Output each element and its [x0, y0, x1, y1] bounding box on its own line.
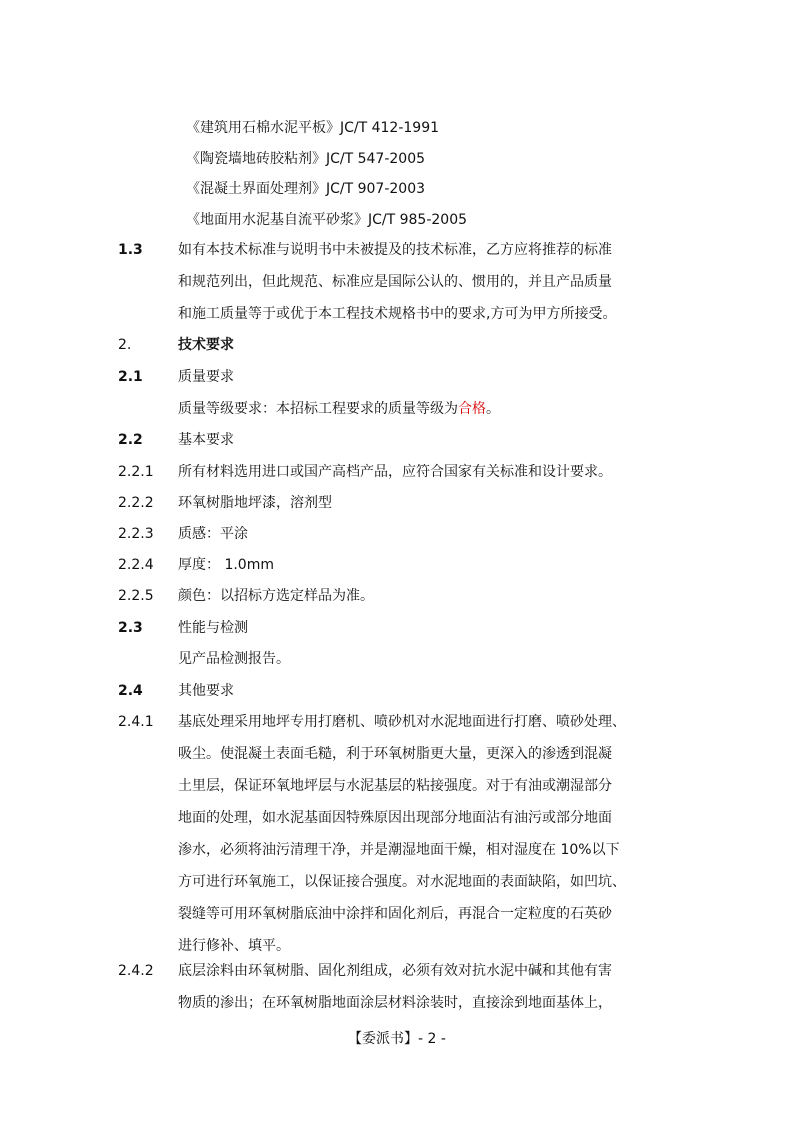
item-number: 2.2.5 — [118, 588, 154, 604]
item-number: 2.2.4 — [118, 557, 154, 573]
paragraph-line: 进行修补、填平。 — [178, 938, 290, 954]
section-number: 1.3 — [118, 242, 143, 258]
quality-requirement-text — [178, 398, 500, 420]
item-number: 2.2.1 — [118, 464, 154, 480]
paragraph-line: 和施工质量等于或优于本工程技术规格书中的要求,方可为甲方所接受。 — [178, 306, 617, 322]
paragraph-line: 物质的渗出；在环氧树脂地面涂层材料涂装时，直接涂到地面基体上， — [178, 995, 612, 1011]
paragraph-line: 土里层，保证环氧地坪层与水泥基层的粘接强度。对于有油或潮湿部分 — [178, 778, 612, 794]
item-number: 2.4.1 — [118, 714, 154, 730]
item-number: 2.4.2 — [118, 963, 154, 979]
paragraph-line: 裂缝等可用环氧树脂底油中涂拌和固化剂后，再混合一定粒度的石英砂 — [178, 906, 612, 922]
section-1-3-paragraph — [178, 234, 678, 330]
section-heading: 技术要求 — [178, 337, 234, 353]
section-heading: 性能与检测 — [178, 620, 248, 636]
section-heading: 基本要求 — [178, 432, 234, 448]
paragraph-line: 如有本技术标准与说明书中未被提及的技术标准，乙方应将推荐的标准 — [178, 242, 612, 258]
item-text: 所有材料选用进口或国产高档产品，应符合国家有关标准和设计要求。 — [178, 464, 612, 480]
section-body: 见产品检测报告。 — [178, 651, 290, 667]
section-number: 2.4 — [118, 683, 143, 699]
reference-line: 《混凝土界面处理剂》JC/T 907-2003 — [186, 181, 426, 197]
quality-grade-highlight: 合格 — [458, 401, 486, 417]
reference-line: 《陶瓷墙地砖胶粘剂》JC/T 547-2005 — [186, 151, 426, 167]
reference-line: 《地面用水泥基自流平砂浆》JC/T 985-2005 — [186, 212, 468, 228]
item-text: 颜色：以招标方选定样品为准。 — [178, 588, 374, 604]
paragraph-line: 渗水，必须将油污清理干净，并是潮湿地面干燥，相对湿度在 10%以下 — [178, 842, 620, 858]
paragraph-line: 方可进行环氧施工，以保证接合强度。对水泥地面的表面缺陷，如凹坑、 — [178, 874, 626, 890]
item-text: 环氧树脂地坪漆，溶剂型 — [178, 495, 332, 511]
paragraph-line: 基底处理采用地坪专用打磨机、喷砂机对水泥地面进行打磨、喷砂处理、 — [178, 714, 626, 730]
paragraph-line: 底层涂料由环氧树脂、固化剂组成，必须有效对抗水泥中碱和其他有害 — [178, 963, 612, 979]
section-2-4-2-paragraph — [178, 955, 678, 1019]
section-number: 2.2 — [118, 432, 143, 448]
section-number: 2. — [118, 337, 132, 353]
item-number: 2.2.2 — [118, 495, 154, 511]
section-heading: 其他要求 — [178, 683, 234, 699]
quality-prefix: 质量等级要求：本招标工程要求的质量等级为 — [178, 401, 458, 417]
section-heading: 质量要求 — [178, 369, 234, 385]
item-text: 厚度： 1.0mm — [178, 557, 274, 573]
paragraph-line: 和规范列出，但此规范、标准应是国际公认的、惯用的，并且产品质量 — [178, 274, 612, 290]
paragraph-line: 吸尘。使混凝土表面毛糙，利于环氧树脂更大量，更深入的渗透到混凝 — [178, 746, 612, 762]
quality-suffix: 。 — [486, 401, 500, 417]
section-2-4-1-paragraph — [178, 706, 678, 962]
page-footer: 【委派书】- 2 - — [348, 1031, 446, 1047]
section-number: 2.1 — [118, 369, 143, 385]
item-text: 质感：平涂 — [178, 526, 248, 542]
paragraph-line: 地面的处理，如水泥基面因特殊原因出现部分地面沾有油污或部分地面 — [178, 810, 612, 826]
reference-line: 《建筑用石棉水泥平板》JC/T 412-1991 — [186, 120, 440, 136]
section-number: 2.3 — [118, 620, 143, 636]
item-number: 2.2.3 — [118, 526, 154, 542]
